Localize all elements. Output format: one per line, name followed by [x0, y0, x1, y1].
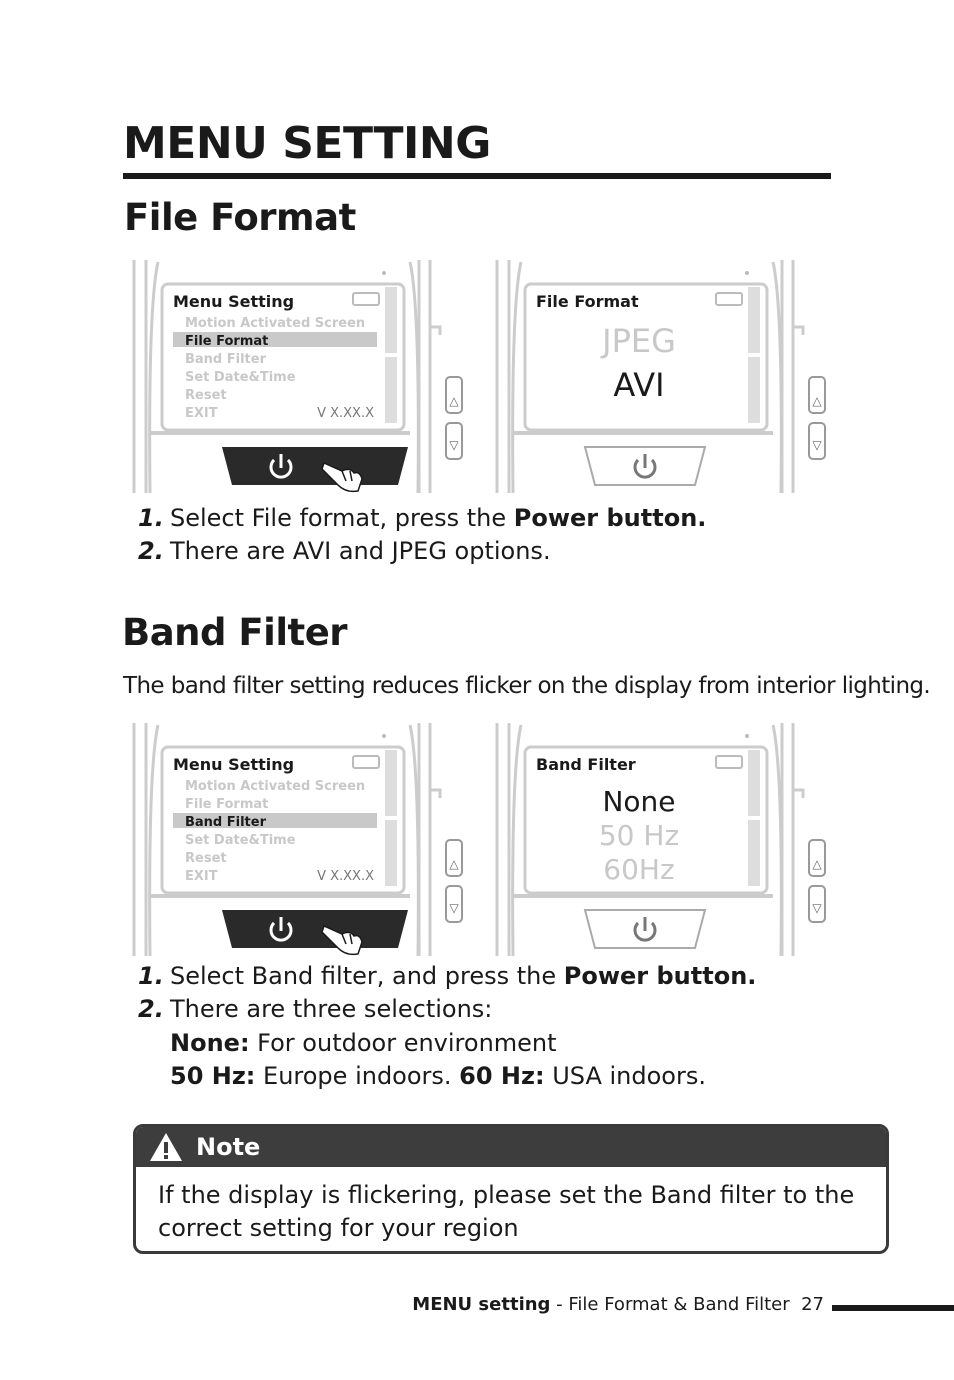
menu-item[interactable]: EXIT [185, 869, 218, 884]
band-filter-step-2: 2. There are three selections: [138, 995, 493, 1023]
note-box [133, 1124, 889, 1254]
option-item[interactable]: 50 Hz [598, 819, 680, 852]
option-item[interactable]: JPEG [602, 322, 676, 360]
menu-item[interactable]: Motion Activated Screen [185, 316, 366, 331]
menu-title: Menu Setting [173, 755, 295, 774]
menu-item[interactable]: Band Filter [185, 352, 267, 367]
option-title: Band Filter [536, 755, 636, 774]
up-arrow-icon: △ [812, 857, 822, 871]
footer: MENU setting - File Format & Band Filter 27 [412, 1294, 824, 1315]
menu-item[interactable]: Motion Activated Screen [185, 779, 366, 794]
scrollbar [748, 287, 760, 353]
power-button[interactable] [222, 910, 408, 948]
scrollbar [748, 750, 760, 816]
menu-item[interactable]: Set Date&Time [185, 833, 296, 848]
down-arrow-icon: ▽ [812, 901, 822, 915]
page-title: MENU SETTING [123, 118, 491, 169]
band-filter-step-1: 1. Select Band filter, and press the Power button. [138, 962, 757, 990]
band-filter-intro: The band filter setting reduces flicker on the display from interior lighting. [123, 673, 931, 699]
version-label: V X.XX.X [317, 406, 374, 421]
option-item[interactable]: AVI [613, 366, 665, 404]
down-arrow-icon: ▽ [449, 438, 459, 452]
menu-item[interactable]: File Format [185, 797, 269, 812]
page-number: 27 [801, 1294, 824, 1315]
scrollbar [385, 750, 397, 816]
down-arrow-icon: ▽ [449, 901, 459, 915]
down-arrow-icon: ▽ [812, 438, 822, 452]
file-format-menu-device [128, 257, 468, 497]
note-text: If the display is flickering, please set the Band filter to the correct setting for your region [158, 1181, 855, 1242]
file-format-step-2: 2. There are AVI and JPEG options. [138, 537, 551, 565]
menu-item[interactable]: EXIT [185, 406, 218, 421]
menu-title: Menu Setting [173, 292, 295, 311]
power-button[interactable] [222, 447, 408, 485]
up-arrow-icon: △ [449, 394, 459, 408]
file-format-step-1: 1. Select File format, press the Power button. [138, 504, 707, 532]
scrollbar [385, 287, 397, 353]
up-arrow-icon: △ [449, 857, 459, 871]
menu-item[interactable]: Reset [185, 851, 227, 866]
none-option-desc: None: For outdoor environment [170, 1029, 557, 1057]
menu-item[interactable]: Set Date&Time [185, 370, 296, 385]
title-rule [123, 173, 831, 179]
menu-item[interactable]: Band Filter [185, 815, 267, 830]
footer-bar [832, 1305, 954, 1311]
up-arrow-icon: △ [812, 394, 822, 408]
option-item[interactable]: None [602, 785, 676, 818]
note-header [136, 1127, 886, 1167]
file-format-option-device [491, 257, 831, 497]
menu-item[interactable]: File Format [185, 334, 269, 349]
band-filter-option-device [491, 720, 831, 960]
note-heading: Note [196, 1133, 261, 1161]
version-label: V X.XX.X [317, 869, 374, 884]
warning-icon [148, 1131, 184, 1163]
band-filter-heading: Band Filter [122, 611, 348, 654]
file-format-heading: File Format [124, 196, 356, 239]
menu-item[interactable]: Reset [185, 388, 227, 403]
option-title: File Format [536, 292, 639, 311]
hz-option-desc: 50 Hz: Europe indoors. 60 Hz: USA indoors. [170, 1062, 706, 1090]
band-filter-menu-device [128, 720, 468, 960]
option-item[interactable]: 60Hz [603, 853, 675, 886]
